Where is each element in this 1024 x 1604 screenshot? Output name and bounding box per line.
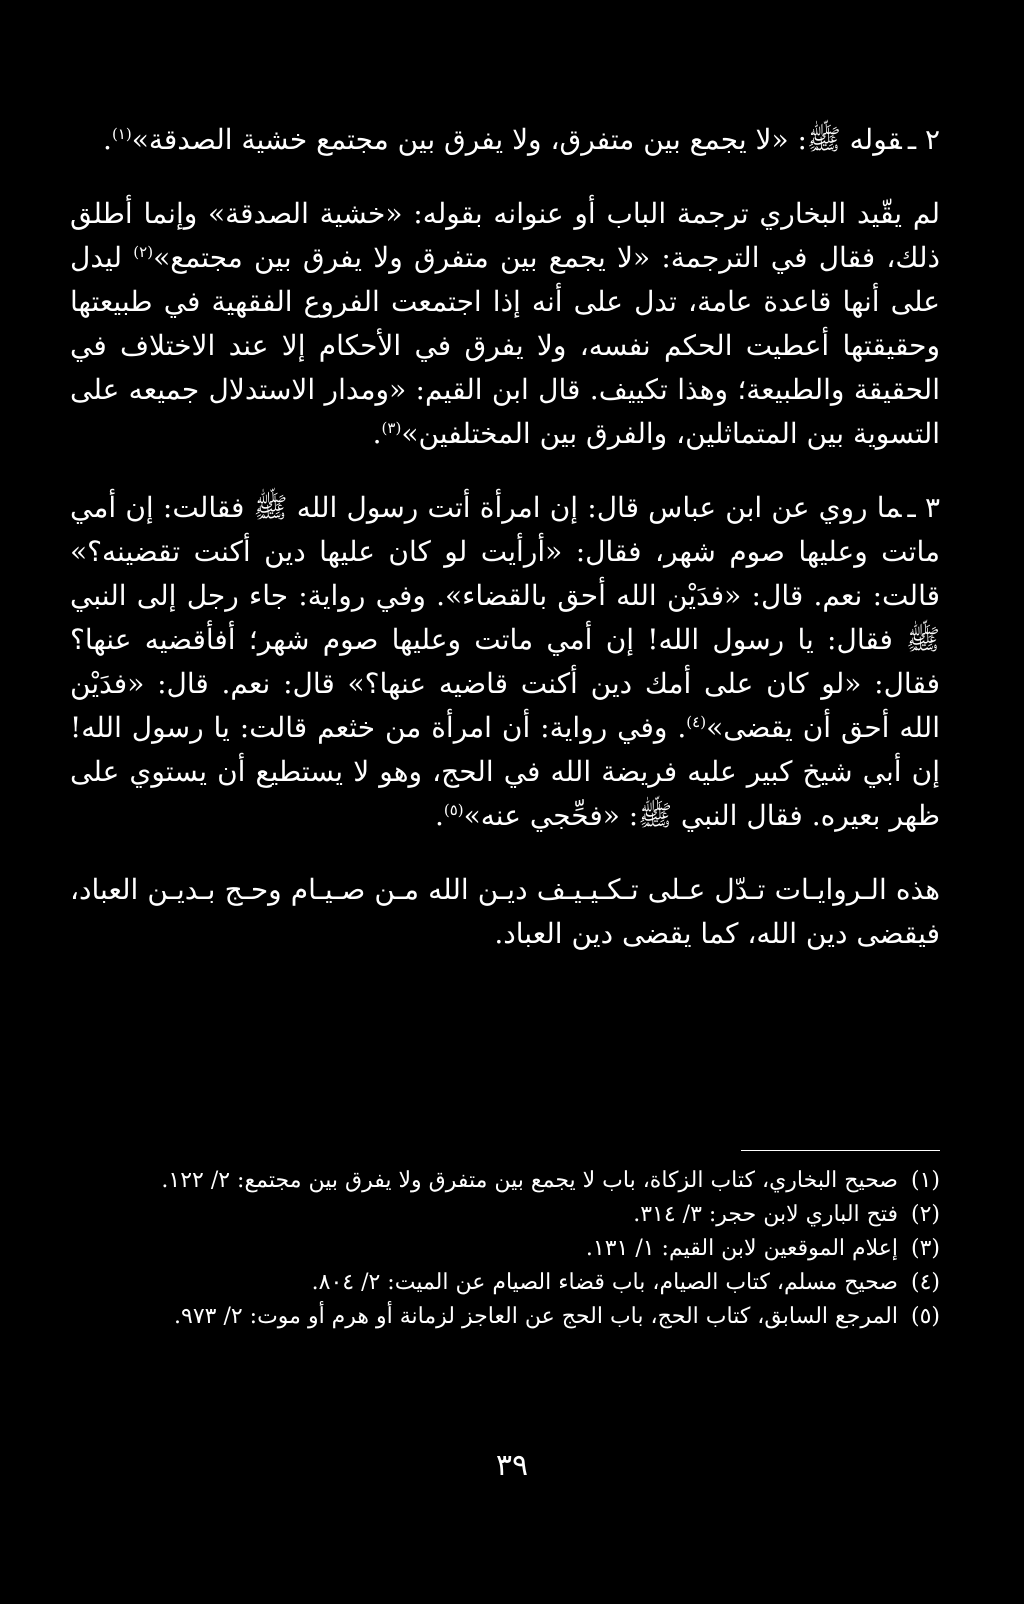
paragraph-text-end: . <box>372 417 382 450</box>
paragraph-text: هذه الـروايـات تـدّل عـلى تـكـيـيـف ديـن الله مـن صـيـام وحـج بـديـن العباد، فيقضى دين الله، كما يقضى دين العباد. <box>70 873 940 950</box>
footnote-text: فتح الباري لابن حجر: ٣/ ٣١٤. <box>633 1202 898 1227</box>
footnote-item <box>70 1266 940 1300</box>
footnote-text: صحيح مسلم، كتاب الصيام، باب قضاء الصيام عن الميت: ٢/ ٨٠٤. <box>311 1270 898 1295</box>
footnote-number: (٢) <box>910 1202 940 1227</box>
paragraph-text-cont: ليدل على أنها قاعدة عامة، تدل على أنه إذا اجتمعت الفروع الفقهية في طبيعتها وحقيقتها أعطيت الحكم نفسه، ولا يفرق في الأحكام إلا عند الاختلاف في الحقيقة والطبيعة؛ وهذا تكييف. قال ابن القيم: «ومدار الاستدلال جميعه على التسوية بين المتماثلين، والفرق بين المختلفين» <box>70 241 940 450</box>
footnote-text: إعلام الموقعين لابن القيم: ١/ ١٣١. <box>585 1236 898 1261</box>
footnote-item <box>70 1198 940 1232</box>
paragraph-text: ما روي عن ابن عباس قال: إن امرأة أتت رسول الله ﷺ فقالت: إن أمي ماتت وعليها صوم شهر، فقال: «أرأيت لو كان عليها دين أكنت تقضينه؟» قالت: نعم. قال: «فدَيْن الله أحق بالقضاء». وفي رواية: جاء رجل إلى النبي ﷺ فقال: يا رسول الله! إن أمي ماتت وعليها صوم شهر؛ أفأقضيه عنها؟ فقال: «لو كان على أمك دين أكنت قاضيه عنها؟» قال: نعم. قال: «فدَيْن الله أحق أن يقضى» <box>70 491 940 744</box>
paragraph-text: لم يقّيد البخاري ترجمة الباب أو عنوانه بقوله: «خشية الصدقة» وإنما أطلق ذلك، فقال في الترجمة: «لا يجمع بين متفرق ولا يفرق بين مجتمع» <box>70 197 940 274</box>
footnote-item <box>70 1164 940 1198</box>
footnote-number: (١) <box>910 1168 940 1193</box>
paragraph-text-cont: . وفي رواية: أن امرأة من خثعم قالت: يا رسول الله! إن أبي شيخ كبير عليه فريضة الله في الحج، وهو لا يستطيع أن يستوي على ظهر بعيره. فقال النبي ﷺ: «فحِّجي عنه» <box>70 711 940 832</box>
footnote-ref: (٣) <box>381 419 402 437</box>
footnote-ref: (١) <box>111 125 132 143</box>
paragraph-text-end: . <box>434 799 444 832</box>
footnote-item <box>70 1232 940 1266</box>
item-number: ٢ ـ <box>907 123 940 156</box>
footnote-ref: (٤) <box>686 713 707 731</box>
main-text <box>70 118 940 956</box>
paragraph-explanation <box>70 192 940 456</box>
footnote-item <box>70 1300 940 1334</box>
footnote-text: صحيح البخاري، كتاب الزكاة، باب لا يجمع بين متفرق ولا يفرق بين مجتمع: ٢/ ١٢٢. <box>161 1168 898 1193</box>
footnote-number: (٥) <box>910 1304 940 1329</box>
paragraph-conclusion <box>70 868 940 956</box>
item-number: ٣ ـ <box>907 491 941 524</box>
footnote-text: المرجع السابق، كتاب الحج، باب الحج عن العاجز لزمانة أو هرم أو موت: ٢/ ٩٧٣. <box>174 1304 898 1329</box>
footnote-divider <box>741 1150 940 1151</box>
paragraph-3 <box>70 486 940 838</box>
footnote-ref: (٢) <box>133 243 154 261</box>
footnote-number: (٤) <box>910 1270 940 1295</box>
footnote-number: (٣) <box>910 1236 940 1261</box>
paragraph-2 <box>70 118 940 162</box>
paragraph-text: قوله ﷺ: «لا يجمع بين متفرق، ولا يفرق بين مجتمع خشية الصدقة» <box>131 123 902 156</box>
page-number: ٣٩ <box>495 1448 529 1483</box>
paragraph-text-end: . <box>103 123 112 156</box>
footnote-ref: (٥) <box>443 801 464 819</box>
footnotes <box>70 1164 940 1334</box>
